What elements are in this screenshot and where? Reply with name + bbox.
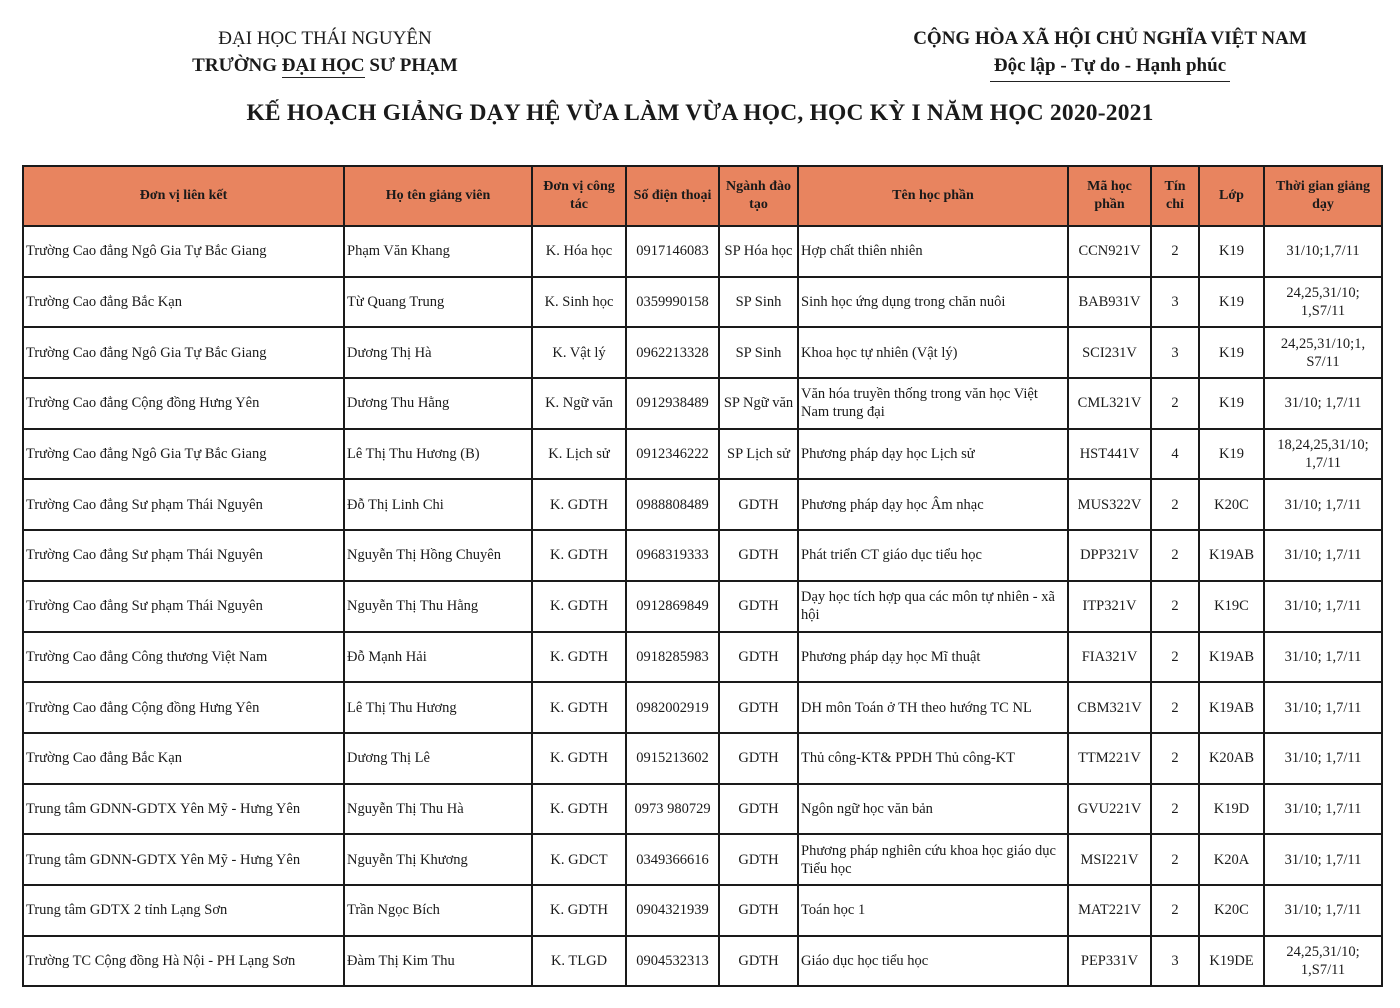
cell-unit: Trung tâm GDNN-GDTX Yên Mỹ - Hưng Yên [23,834,344,885]
cell-department: K. GDTH [532,733,626,784]
cell-course: Ngôn ngữ học văn bản [798,784,1068,835]
cell-phone: 0973 980729 [626,784,719,835]
cell-class: K19 [1199,277,1264,328]
cell-class: K20C [1199,479,1264,530]
cell-department: K. Sinh học [532,277,626,328]
cell-class: K19 [1199,327,1264,378]
cell-schedule: 31/10; 1,7/11 [1264,733,1382,784]
column-course-header: Tên học phần [798,166,1068,226]
column-class-header: Lớp [1199,166,1264,226]
cell-credits: 4 [1151,429,1199,480]
column-major-header: Ngành đào tạo [719,166,798,226]
cell-lecturer: Từ Quang Trung [344,277,532,328]
cell-phone: 0917146083 [626,226,719,277]
cell-credits: 3 [1151,277,1199,328]
column-unit-header: Đơn vị liên kết [23,166,344,226]
cell-schedule: 31/10; 1,7/11 [1264,885,1382,936]
cell-schedule: 31/10; 1,7/11 [1264,479,1382,530]
cell-unit: Trường Cao đẳng Sư phạm Thái Nguyên [23,530,344,581]
cell-phone: 0982002919 [626,682,719,733]
cell-major: SP Sinh [719,327,798,378]
cell-phone: 0904532313 [626,936,719,987]
cell-course-code: CCN921V [1068,226,1151,277]
cell-credits: 2 [1151,834,1199,885]
cell-unit: Trường Cao đẳng Sư phạm Thái Nguyên [23,581,344,632]
cell-lecturer: Đàm Thị Kim Thu [344,936,532,987]
cell-lecturer: Đỗ Mạnh Hải [344,632,532,683]
cell-major: SP Sinh [719,277,798,328]
cell-credits: 2 [1151,378,1199,429]
table-row [23,429,1382,480]
cell-department: K. TLGD [532,936,626,987]
cell-course-code: TTM221V [1068,733,1151,784]
cell-lecturer: Trần Ngọc Bích [344,885,532,936]
table-row [23,378,1382,429]
cell-class: K19 [1199,378,1264,429]
cell-phone: 0912869849 [626,581,719,632]
table-row [23,277,1382,328]
cell-schedule: 31/10; 1,7/11 [1264,784,1382,835]
cell-lecturer: Nguyễn Thị Thu Hà [344,784,532,835]
table-row [23,327,1382,378]
national-motto: Độc lập - Tự do - Hạnh phúc [990,52,1230,82]
cell-lecturer: Nguyễn Thị Hồng Chuyên [344,530,532,581]
cell-course: Sinh học ứng dụng trong chăn nuôi [798,277,1068,328]
cell-phone: 0988808489 [626,479,719,530]
teaching-plan-table [22,165,1383,987]
cell-major: GDTH [719,530,798,581]
cell-lecturer: Nguyễn Thị Thu Hằng [344,581,532,632]
cell-lecturer: Đỗ Thị Linh Chi [344,479,532,530]
table-row [23,936,1382,987]
cell-course: Phát triển CT giáo dục tiểu học [798,530,1068,581]
cell-department: K. GDTH [532,784,626,835]
cell-phone: 0349366616 [626,834,719,885]
cell-department: K. GDCT [532,834,626,885]
cell-major: SP Lịch sử [719,429,798,480]
cell-course: Phương pháp dạy học Lịch sử [798,429,1068,480]
cell-class: K20C [1199,885,1264,936]
cell-course: Giáo dục học tiểu học [798,936,1068,987]
cell-schedule: 31/10;1,7/11 [1264,226,1382,277]
table-row [23,885,1382,936]
cell-phone: 0915213602 [626,733,719,784]
cell-schedule: 31/10; 1,7/11 [1264,530,1382,581]
cell-schedule: 31/10; 1,7/11 [1264,682,1382,733]
cell-class: K19 [1199,429,1264,480]
cell-department: K. GDTH [532,632,626,683]
document-title: KẾ HOẠCH GIẢNG DẠY HỆ VỪA LÀM VỪA HỌC, HỌC KỲ I NĂM HỌC 2020-2021 [246,100,1154,126]
cell-lecturer: Dương Thị Lê [344,733,532,784]
cell-department: K. Lịch sử [532,429,626,480]
cell-course-code: MAT221V [1068,885,1151,936]
table-row [23,784,1382,835]
cell-phone: 0962213328 [626,327,719,378]
cell-lecturer: Dương Thị Hà [344,327,532,378]
cell-phone: 0912938489 [626,378,719,429]
column-phone-header: Số điện thoại [626,166,719,226]
cell-credits: 3 [1151,936,1199,987]
cell-course: Khoa học tự nhiên (Vật lý) [798,327,1068,378]
table-body [23,226,1382,986]
cell-class: K19AB [1199,632,1264,683]
cell-phone: 0968319333 [626,530,719,581]
cell-department: K. GDTH [532,479,626,530]
column-credits-header: Tín chỉ [1151,166,1199,226]
cell-class: K19C [1199,581,1264,632]
cell-unit: Trường Cao đẳng Bắc Kạn [23,277,344,328]
cell-course-code: CBM321V [1068,682,1151,733]
cell-course-code: CML321V [1068,378,1151,429]
table-row [23,581,1382,632]
cell-credits: 2 [1151,479,1199,530]
cell-class: K20A [1199,834,1264,885]
cell-department: K. GDTH [532,530,626,581]
cell-major: GDTH [719,682,798,733]
cell-major: GDTH [719,581,798,632]
cell-course-code: FIA321V [1068,632,1151,683]
cell-course: Phương pháp dạy học Mĩ thuật [798,632,1068,683]
cell-department: K. GDTH [532,885,626,936]
cell-class: K19 [1199,226,1264,277]
cell-course: Phương pháp dạy học Âm nhạc [798,479,1068,530]
cell-course-code: BAB931V [1068,277,1151,328]
cell-unit: Trường Cao đẳng Ngô Gia Tự Bắc Giang [23,429,344,480]
cell-major: SP Ngữ văn [719,378,798,429]
cell-schedule: 24,25,31/10; 1,S7/11 [1264,936,1382,987]
national-title: CỘNG HÒA XÃ HỘI CHỦ NGHĨA VIỆT NAM [913,28,1307,49]
column-course-code-header: Mã học phần [1068,166,1151,226]
cell-major: GDTH [719,885,798,936]
cell-credits: 2 [1151,784,1199,835]
cell-class: K20AB [1199,733,1264,784]
institution-header [160,26,490,80]
cell-schedule: 24,25,31/10; 1,S7/11 [1264,277,1382,328]
cell-course-code: DPP321V [1068,530,1151,581]
table-header-row [23,166,1382,226]
cell-lecturer: Lê Thị Thu Hương (B) [344,429,532,480]
table-row [23,682,1382,733]
cell-department: K. Hóa học [532,226,626,277]
cell-course: Thủ công-KT& PPDH Thủ công-KT [798,733,1068,784]
cell-schedule: 31/10; 1,7/11 [1264,581,1382,632]
cell-unit: Trường Cao đẳng Cộng đồng Hưng Yên [23,682,344,733]
cell-class: K19DE [1199,936,1264,987]
cell-credits: 2 [1151,682,1199,733]
cell-schedule: 31/10; 1,7/11 [1264,834,1382,885]
cell-department: K. Vật lý [532,327,626,378]
cell-schedule: 18,24,25,31/10; 1,7/11 [1264,429,1382,480]
cell-phone: 0359990158 [626,277,719,328]
cell-major: GDTH [719,479,798,530]
cell-course-code: MSI221V [1068,834,1151,885]
cell-department: K. GDTH [532,682,626,733]
cell-course-code: ITP321V [1068,581,1151,632]
cell-credits: 2 [1151,581,1199,632]
national-header [890,26,1330,82]
cell-credits: 3 [1151,327,1199,378]
cell-lecturer: Dương Thu Hằng [344,378,532,429]
cell-major: GDTH [719,834,798,885]
cell-course: Hợp chất thiên nhiên [798,226,1068,277]
table-row [23,226,1382,277]
cell-schedule: 31/10; 1,7/11 [1264,378,1382,429]
cell-course: DH môn Toán ở TH theo hướng TC NL [798,682,1068,733]
cell-class: K19AB [1199,530,1264,581]
cell-major: GDTH [719,936,798,987]
school-name [160,52,490,80]
cell-course: Phương pháp nghiên cứu khoa học giáo dục Tiểu học [798,834,1068,885]
cell-lecturer: Lê Thị Thu Hương [344,682,532,733]
cell-course-code: HST441V [1068,429,1151,480]
cell-class: K19AB [1199,682,1264,733]
cell-department: K. Ngữ văn [532,378,626,429]
cell-major: GDTH [719,733,798,784]
cell-schedule: 31/10; 1,7/11 [1264,632,1382,683]
table-row [23,834,1382,885]
cell-credits: 2 [1151,885,1199,936]
cell-unit: Trường Cao đẳng Ngô Gia Tự Bắc Giang [23,327,344,378]
cell-course-code: SCI231V [1068,327,1151,378]
cell-course-code: MUS322V [1068,479,1151,530]
cell-major: GDTH [719,632,798,683]
table-row [23,733,1382,784]
cell-phone: 0912346222 [626,429,719,480]
school-name-suffix: SƯ PHẠM [364,55,458,76]
cell-major: GDTH [719,784,798,835]
cell-course: Toán học 1 [798,885,1068,936]
cell-unit: Trường Cao đẳng Ngô Gia Tự Bắc Giang [23,226,344,277]
cell-unit: Trường TC Cộng đồng Hà Nội - PH Lạng Sơn [23,936,344,987]
cell-credits: 2 [1151,632,1199,683]
cell-unit: Trường Cao đẳng Công thương Việt Nam [23,632,344,683]
cell-credits: 2 [1151,530,1199,581]
cell-phone: 0904321939 [626,885,719,936]
column-lecturer-header: Họ tên giảng viên [344,166,532,226]
column-department-header: Đơn vị công tác [532,166,626,226]
cell-course-code: GVU221V [1068,784,1151,835]
cell-schedule: 24,25,31/10;1, S7/11 [1264,327,1382,378]
cell-lecturer: Nguyễn Thị Khương [344,834,532,885]
cell-course: Văn hóa truyền thống trong văn học Việt Nam trung đại [798,378,1068,429]
cell-course-code: PEP331V [1068,936,1151,987]
cell-phone: 0918285983 [626,632,719,683]
table-row [23,530,1382,581]
column-schedule-header: Thời gian giảng dạy [1264,166,1382,226]
cell-lecturer: Phạm Văn Khang [344,226,532,277]
cell-unit: Trường Cao đẳng Cộng đồng Hưng Yên [23,378,344,429]
cell-unit: Trung tâm GDTX 2 tỉnh Lạng Sơn [23,885,344,936]
cell-credits: 2 [1151,733,1199,784]
cell-unit: Trường Cao đẳng Sư phạm Thái Nguyên [23,479,344,530]
school-name-underlined: ĐẠI HỌC [281,55,365,76]
cell-major: SP Hóa học [719,226,798,277]
school-name-prefix: TRƯỜNG [192,55,282,76]
table-row [23,479,1382,530]
cell-credits: 2 [1151,226,1199,277]
table-row [23,632,1382,683]
cell-class: K19D [1199,784,1264,835]
cell-unit: Trung tâm GDNN-GDTX Yên Mỹ - Hưng Yên [23,784,344,835]
cell-unit: Trường Cao đẳng Bắc Kạn [23,733,344,784]
cell-department: K. GDTH [532,581,626,632]
cell-course: Dạy học tích hợp qua các môn tự nhiên - xã hội [798,581,1068,632]
university-name: ĐẠI HỌC THÁI NGUYÊN [218,28,432,49]
